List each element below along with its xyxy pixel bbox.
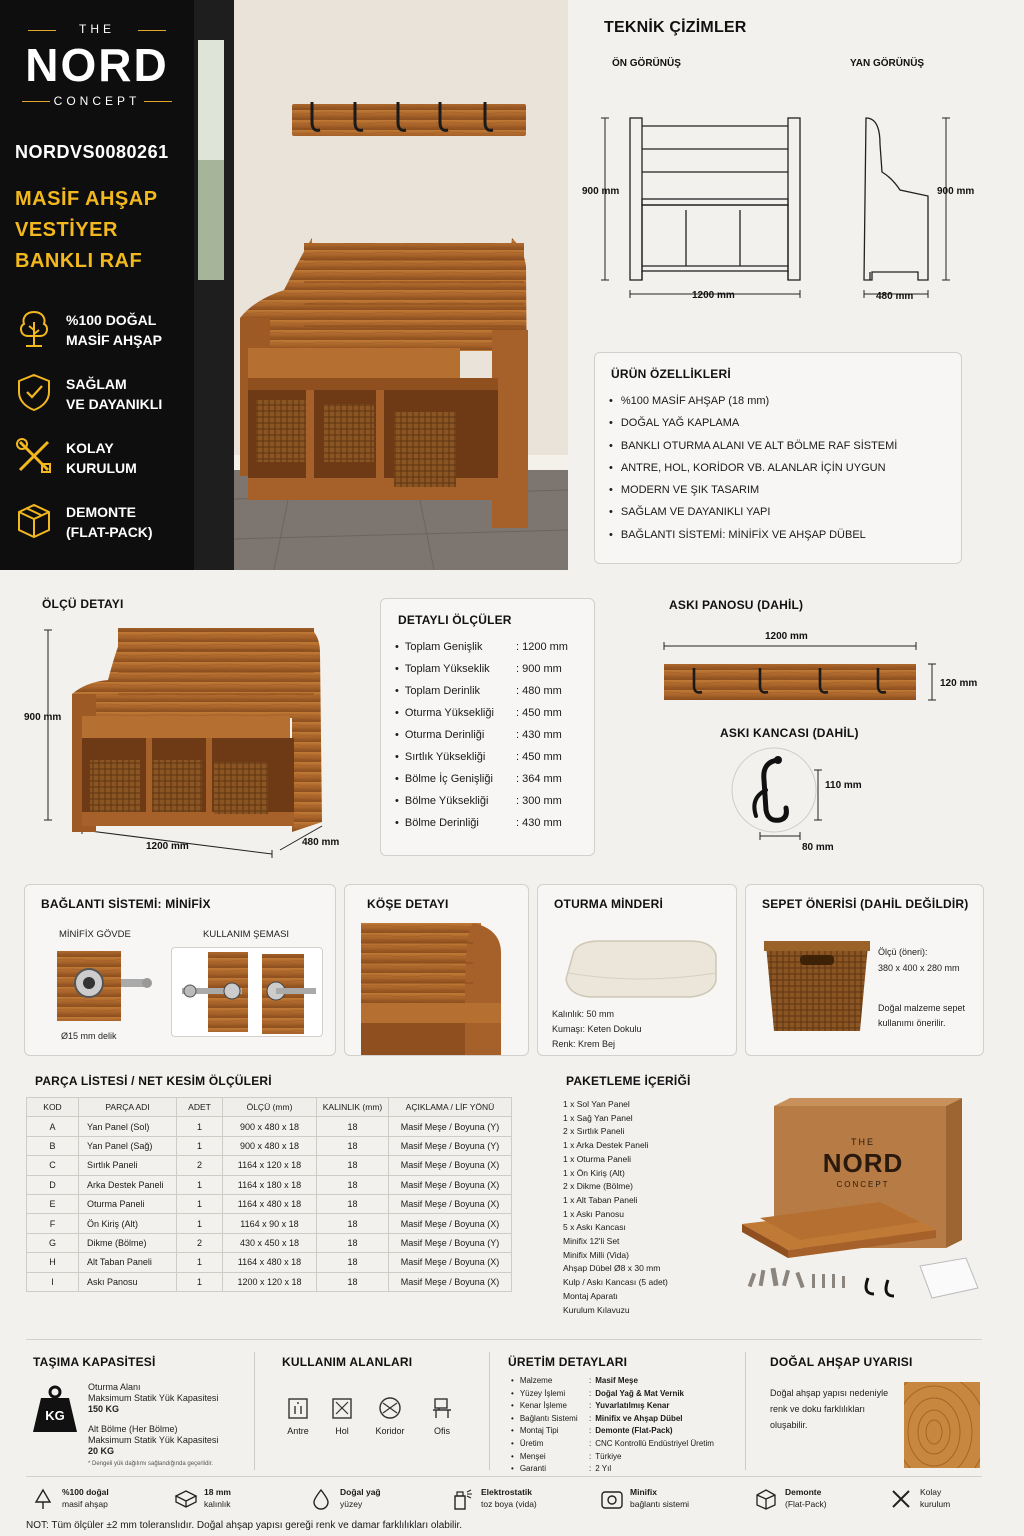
tree-icon [14,308,54,348]
measure-depth: 480 mm [302,837,340,848]
table-row: • Menşei : Türkiye [511,1451,741,1464]
table-cell: Arka Destek Paneli [79,1175,177,1194]
list-item: 2 x Sırtlık Paneli [563,1126,625,1137]
features-list [609,390,949,546]
hook-title: ASKI KANCASI (DAHİL) [720,726,859,740]
table-row: • Bölme Derinliği : 430 mm [395,812,595,834]
table-cell: 1 [177,1272,223,1291]
cushion-fabric: Kumaşı: Keten Dokulu [552,1024,642,1034]
list-item: 1 x Alt Taban Paneli [563,1194,638,1205]
capacity-low-1: Alt Bölme (Her Bölme) [88,1424,178,1434]
table-cell: Sırtlık Paneli [79,1156,177,1175]
brand-panel [0,0,194,570]
table-cell: 1 [177,1253,223,1272]
badge-minifix: Minifix bağlantı sistemi [600,1484,730,1516]
list-item: • BANKLI OTURMA ALANI VE ALT BÖLME RAF SİSTEMİ [609,435,949,457]
table-cell: Oturma Paneli [79,1194,177,1213]
capacity-seat-value: 150 KG [88,1404,120,1414]
col-header: PARÇA ADI [79,1098,177,1117]
tree-icon [32,1488,54,1510]
capacity-low-value: 20 KG [88,1446,115,1456]
table-cell: Alt Taban Paneli [79,1253,177,1272]
shield-check-icon [14,372,54,412]
table-row [27,1156,512,1175]
badge-natural-wood: %100 doğal masif ahşap [32,1484,152,1516]
list-item: 1 x Ön Kiriş (Alt) [563,1167,625,1178]
table-cell: Masif Meşe / Boyuna (Y) [389,1136,512,1155]
table-cell: Ön Kiriş (Alt) [79,1214,177,1233]
detailed-title: DETAYLI ÖLÇÜLER [398,613,512,627]
oil-drop-icon [310,1488,332,1510]
table-row [27,1253,512,1272]
capacity-low-2: Maksimum Statik Yük Kapasitesi [88,1435,219,1445]
table-row: • Toplam Derinlik : 480 mm [395,680,595,702]
badge-thickness: 18 mm kalınlık [174,1484,284,1516]
table-cell: Masif Meşe / Boyuna (X) [389,1253,512,1272]
logo-concept: CONCEPT [53,94,141,108]
badge-powder-coat: Elektrostatik toz boya (vida) [451,1484,571,1516]
table-cell: 18 [317,1214,389,1233]
wood-warning-title: DOĞAL AHŞAP UYARISI [770,1355,913,1369]
table-cell: Dikme (Bölme) [79,1233,177,1252]
table-row [27,1194,512,1213]
box-icon [755,1488,777,1510]
list-item: 5 x Askı Kancası [563,1222,626,1233]
table-cell: 18 [317,1253,389,1272]
table-cell: F [27,1214,79,1233]
hook-height: 110 mm [825,780,862,791]
list-item: • %100 MASİF AHŞAP (18 mm) [609,390,949,412]
table-cell: Masif Meşe / Boyuna (X) [389,1272,512,1291]
list-item: • DOĞAL YAĞ KAPLAMA [609,412,949,434]
table-cell: 18 [317,1117,389,1136]
logo-the: THE [79,22,115,36]
table-row: • Kenar İşleme : Yuvarlatılmış Kenar [511,1400,741,1413]
table-cell: 2 [177,1233,223,1252]
table-cell: H [27,1253,79,1272]
table-cell: 2 [177,1156,223,1175]
product-sku: NORDVS0080261 [15,142,169,162]
badge-easy-install: Kolay kurulum [890,1484,980,1516]
table-cell: Masif Meşe / Boyuna (X) [389,1194,512,1213]
box-icon [14,500,54,540]
usage-title: KULLANIM ALANLARI [282,1355,413,1369]
table-cell: Masif Meşe / Boyuna (X) [389,1214,512,1233]
tools-icon [14,436,54,476]
table-cell: A [27,1117,79,1136]
parts-table [26,1097,512,1292]
side-depth-dim: 480 mm [876,291,914,302]
usage-office: Ofis [420,1396,464,1436]
side-height-dim: 900 mm [937,186,975,197]
table-row: • Bölme İç Genişliği : 364 mm [395,768,595,790]
basket-note-1: Doğal malzeme sepet [878,1003,966,1013]
wood-warning-line-2: renk ve doku farklılıkları [770,1404,866,1414]
table-cell: 1 [177,1175,223,1194]
table-cell: 1164 x 120 x 18 [223,1156,317,1175]
cushion-color: Renk: Krem Bej [552,1039,616,1049]
col-header: ADET [177,1098,223,1117]
corner-card [344,884,529,1056]
section-divider [26,1339,982,1340]
table-row [27,1233,512,1252]
usage-corridor: Koridor [368,1396,412,1436]
basket-title: SEPET ÖNERİSİ (DAHİL DEĞİLDİR) [762,897,969,911]
basket-card [745,884,984,1056]
table-cell: 18 [317,1175,389,1194]
cushion-thickness: Kalınlık: 50 mm [552,1009,615,1019]
detailed-measures-card [380,598,595,856]
list-item: 1 x Askı Panosu [563,1208,624,1219]
table-cell: 1164 x 480 x 18 [223,1253,317,1272]
table-cell: 1 [177,1136,223,1155]
footer-note: NOT: Tüm ölçüler ±2 mm toleranslıdır. Doğal ahşap yapısı gereği renk ve damar farklılıkları olabilir. [26,1520,463,1531]
table-cell: 430 x 450 x 18 [223,1233,317,1252]
board-icon [174,1488,198,1510]
table-row: • Toplam Genişlik : 1200 mm [395,636,595,658]
col-header: KALINLIK (mm) [317,1098,389,1117]
table-cell: 1 [177,1194,223,1213]
table-cell: Masif Meşe / Boyuna (X) [389,1175,512,1194]
corner-title: KÖŞE DETAYI [367,897,449,911]
minifix-scheme-label: KULLANIM ŞEMASI [203,929,290,940]
wood-warning-line-3: oluşabilir. [770,1420,808,1430]
cushion-image [560,939,720,1005]
table-cell: 900 x 480 x 18 [223,1136,317,1155]
minifix-scheme-image [172,948,322,1036]
features-card [594,352,962,564]
hanger-board-height: 120 mm [940,678,978,689]
table-row: • Montaj Tipi : Demonte (Flat-Pack) [511,1425,741,1438]
table-cell: Askı Panosu [79,1272,177,1291]
measure-title: ÖLÇÜ DETAYI [42,597,124,611]
list-item: Minifix Milli (Vida) [563,1249,629,1260]
minifix-icon [600,1488,624,1510]
table-cell: C [27,1156,79,1175]
product-title-3: BANKLI RAF [15,250,143,272]
cushion-card [537,884,737,1056]
product-title-2: VESTİYER [15,219,118,241]
list-item: • SAĞLAM VE DAYANIKLI YAPI [609,501,949,523]
col-header: ÖLÇÜ (mm) [223,1098,317,1117]
side-view-label: YAN GÖRÜNÜŞ [850,58,925,69]
production-title: ÜRETİM DETAYLARI [508,1355,628,1369]
table-cell: G [27,1233,79,1252]
product-photo [194,0,568,570]
tools-icon [890,1488,912,1510]
table-row: • Garanti : 2 Yıl [511,1463,741,1471]
table-row: • Bağlantı Sistemi : Minifix ve Ahşap Dübel [511,1413,741,1426]
technical-title: TEKNİK ÇİZİMLER [604,19,747,36]
features-card-title: ÜRÜN ÖZELLİKLERİ [611,367,731,381]
list-item: Kurulum Kılavuzu [563,1304,630,1315]
hanger-board-title: ASKI PANOSU (DAHİL) [669,598,804,612]
minifix-title: BAĞLANTI SİSTEMİ: MİNİFİX [41,897,211,911]
logo-nord: NORD [25,39,169,91]
table-row [27,1136,512,1155]
wood-warning-line-1: Doğal ahşap yapısı nedeniyle [770,1388,889,1398]
table-cell: 1164 x 180 x 18 [223,1175,317,1194]
hook-width: 80 mm [802,842,834,853]
entrance-icon [286,1396,310,1420]
table-cell: 18 [317,1136,389,1155]
capacity-seat-2: Maksimum Statik Yük Kapasitesi [88,1393,219,1403]
table-row [27,1214,512,1233]
table-row: • Toplam Yükseklik : 900 mm [395,658,595,680]
table-cell: 18 [317,1233,389,1252]
table-row: • Üretim : CNC Kontrollü Endüstriyel Üretim [511,1438,741,1451]
feature-easy-install: KOLAY KURULUM [14,432,184,484]
badge-flatpack: Demonte (Flat-Pack) [755,1484,865,1516]
table-cell: Yan Panel (Sol) [79,1117,177,1136]
parts-title: PARÇA LİSTESİ / NET KESİM ÖLÇÜLERİ [35,1074,272,1088]
table-row: • Bölme Yüksekliği : 300 mm [395,790,595,812]
capacity-note: * Dengeli yük dağılımı sağlandığında geçerlidir. [88,1461,214,1467]
list-item: • BAĞLANTI SİSTEMİ: MİNİFİX VE AHŞAP DÜBEL [609,524,949,546]
basket-size-label: Ölçü (öneri): [878,947,928,957]
table-header-row [27,1098,512,1117]
table-row: • Yüzey İşlemi : Doğal Yağ & Mat Vernik [511,1388,741,1401]
capacity-title: TAŞIMA KAPASİTESİ [33,1355,156,1369]
corner-image [361,923,516,1055]
minifix-card [24,884,336,1056]
list-item: 1 x Oturma Paneli [563,1153,632,1164]
col-header: AÇIKLAMA / LİF YÖNÜ [389,1098,512,1117]
list-item: Montaj Aparatı [563,1290,618,1301]
list-item: • MODERN VE ŞIK TASARIM [609,479,949,501]
table-row [27,1117,512,1136]
table-cell: 1200 x 120 x 18 [223,1272,317,1291]
table-row: • Sırtlık Yüksekliği : 450 mm [395,746,595,768]
table-cell: 18 [317,1156,389,1175]
table-row [27,1272,512,1291]
package-image [740,1098,985,1310]
package-title: PAKETLEME İÇERİĞİ [566,1074,691,1088]
table-cell: B [27,1136,79,1155]
table-cell: 1 [177,1214,223,1233]
table-cell: 900 x 480 x 18 [223,1117,317,1136]
table-cell: Masif Meşe / Boyuna (X) [389,1156,512,1175]
hanger-board-width: 1200 mm [765,631,808,642]
minifix-body-image [55,947,155,1031]
table-cell: Masif Meşe / Boyuna (Y) [389,1117,512,1136]
table-row: • Malzeme : Masif Meşe [511,1375,741,1388]
table-row: • Oturma Yüksekliği : 450 mm [395,702,595,724]
list-item: 1 x Sağ Yan Panel [563,1112,633,1123]
usage-hall: Hol [320,1396,364,1436]
list-item: Minifix 12'li Set [563,1236,620,1246]
box-logo-nord: NORD [822,1148,904,1178]
list-item: 1 x Arka Destek Paneli [563,1140,649,1151]
table-cell: 1164 x 90 x 18 [223,1214,317,1233]
spray-icon [451,1488,473,1510]
table-cell: E [27,1194,79,1213]
table-cell: D [27,1175,79,1194]
office-icon [430,1396,454,1420]
detailed-rows [395,636,595,846]
measure-width: 1200 mm [146,841,189,852]
list-item: • ANTRE, HOL, KORİDOR VB. ALANLAR İÇİN UYGUN [609,457,949,479]
box-logo-the: THE [851,1137,875,1147]
wood-texture-image [904,1382,980,1468]
list-item: 1 x Sol Yan Panel [563,1099,630,1109]
feature-durable: SAĞLAM VE DAYANIKLI [14,368,184,420]
minifix-hole: Ø15 mm delik [61,1031,117,1041]
table-cell: Yan Panel (Sağ) [79,1136,177,1155]
minifix-body-label: MİNİFİX GÖVDE [59,929,131,940]
list-item: 2 x Dikme (Bölme) [563,1181,633,1192]
front-width-dim: 1200 mm [692,290,735,301]
hanger-board-image [650,640,940,710]
cushion-title: OTURMA MİNDERİ [554,897,664,911]
basket-note-2: kullanımı önerilir. [878,1018,946,1028]
table-cell: 1 [177,1117,223,1136]
technical-drawing [600,104,980,304]
front-height-dim: 900 mm [582,186,620,197]
minifix-scheme-box [171,947,323,1037]
corridor-icon [378,1396,402,1420]
box-logo-concept: CONCEPT [836,1180,890,1189]
measure-height: 900 mm [24,712,62,723]
list-item: Kulp / Askı Kancası (5 adet) [563,1277,668,1288]
measure-image [30,622,350,858]
col-header: KOD [27,1098,79,1117]
product-title-1: MASİF AHŞAP [15,188,158,210]
feature-flatpack: DEMONTE (FLAT-PACK) [14,496,184,548]
table-cell: I [27,1272,79,1291]
usage-entrance: Antre [276,1396,320,1436]
table-row: • Oturma Derinliği : 430 mm [395,724,595,746]
table-cell: 18 [317,1194,389,1213]
badge-natural-oil: Doğal yağ yüzey [310,1484,420,1516]
table-row [27,1175,512,1194]
table-cell: 1164 x 480 x 18 [223,1194,317,1213]
weight-icon-label: KG [45,1408,65,1423]
basket-size: 380 x 400 x 280 mm [878,963,960,973]
capacity-seat-1: Oturma Alanı [88,1382,141,1392]
table-cell: Masif Meşe / Boyuna (Y) [389,1233,512,1252]
list-item: Ahşap Dübel Ø8 x 30 mm [563,1263,661,1274]
hall-icon [330,1396,354,1420]
basket-image [762,935,874,1035]
front-view-label: ÖN GÖRÜNÜŞ [612,58,681,69]
table-cell: 18 [317,1272,389,1291]
feature-natural-wood: %100 DOĞAL MASİF AHŞAP [14,304,184,356]
hook-image [730,746,830,846]
